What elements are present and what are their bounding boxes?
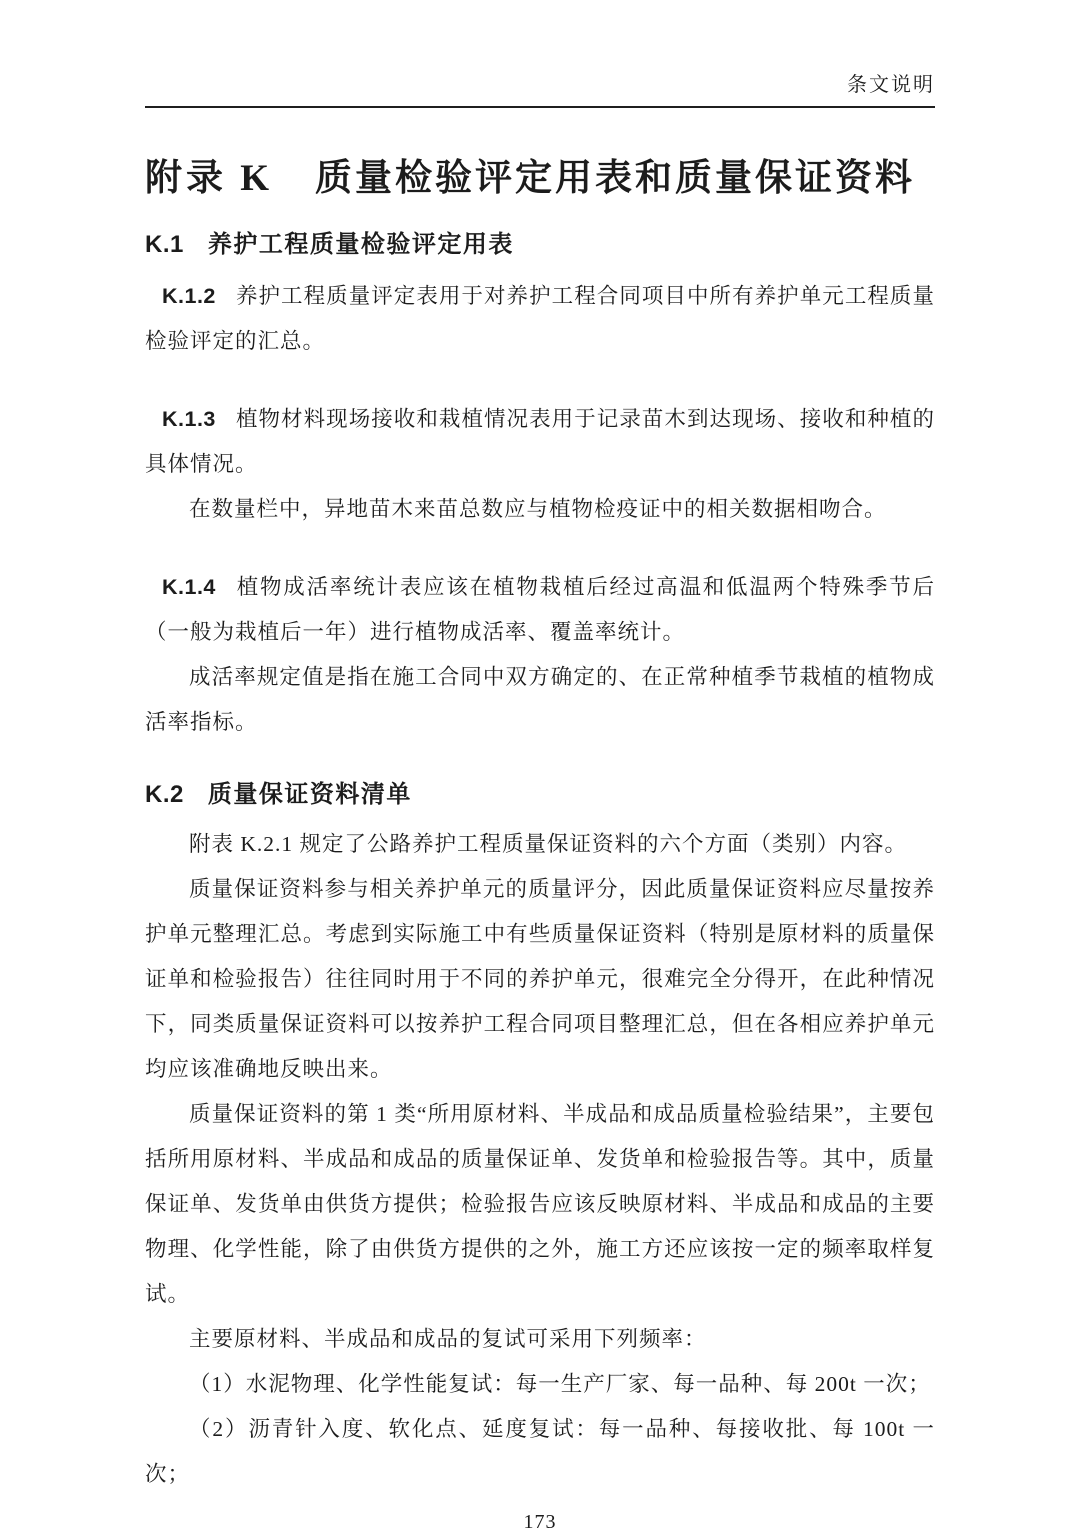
clause-number-k12: K.1.2 [162,284,216,308]
page-footer [145,1509,935,1535]
paragraph-text: 成活率规定值是指在施工合同中双方确定的、在正常种植季节栽植的植物成活率指标。 [145,665,935,734]
paragraph-text: （2）沥青针入度、软化点、延度复试：每一品种、每接收批、每 100t 一次； [145,1417,935,1486]
page-number: 173 [523,1511,557,1533]
paragraph-qa-category1 [145,1092,935,1317]
clause-number-k13: K.1.3 [162,407,216,431]
clause-number-k14: K.1.4 [162,575,216,599]
section-title-k2: 质量保证资料清单 [207,781,412,808]
paragraph-k14 [145,565,935,655]
paragraph-text: 主要原材料、半成品和成品的复试可采用下列频率： [189,1327,707,1351]
clause-text-k13: 植物材料现场接收和栽植情况表用于记录苗木到达现场、接收和种植的具体情况。 [145,407,935,476]
paragraph-text: 质量保证资料的第 1 类“所用原材料、半成品和成品质量检验结果”，主要包括所用原材料、半成品和成品的质量保证单、发货单和检验报告等。其中，质量保证单、发货单由供货方提供；检验报告应该反映原材料、半成品和成品的主要物理、化学性能，除了由供货方提供的之外，施工方还应该按一定的频率取样复试。 [145,1102,935,1306]
paragraph-text: （1）水泥物理、化学性能复试：每一生产厂家、每一品种、每 200t 一次； [189,1372,931,1396]
section-heading-k2 [145,780,935,810]
header-rule [145,106,935,108]
section-heading-k1 [145,230,935,260]
paragraph-qa-summary [145,867,935,1092]
paragraph-k12 [145,274,935,364]
paragraph-retest-intro [145,1317,935,1362]
paragraph-k21-table [145,822,935,867]
paragraph-k13-note [145,487,935,532]
paragraph-k13 [145,397,935,487]
section-title-k1: 养护工程质量检验评定用表 [207,231,514,258]
section-number-k2: K.2 [145,781,184,808]
list-item-cement [145,1362,935,1407]
appendix-title [145,158,935,200]
appendix-number: 附录 K [145,158,274,199]
section-number-k1: K.1 [145,231,184,258]
appendix-title-text: 质量检验评定用表和质量保证资料 [315,158,916,199]
paragraph-k14-note [145,655,935,745]
clause-text-k14: 植物成活率统计表应该在植物栽植后经过高温和低温两个特殊季节后（一般为栽植后一年）进行植物成活率、覆盖率统计。 [145,575,935,644]
list-item-asphalt [145,1407,935,1497]
paragraph-text: 附表 K.2.1 规定了公路养护工程质量保证资料的六个方面（类别）内容。 [189,832,908,856]
paragraph-text: 在数量栏中，异地苗木来苗总数应与植物检疫证中的相关数据相吻合。 [189,497,887,521]
clause-text-k12: 养护工程质量评定表用于对养护工程合同项目中所有养护单元工程质量检验评定的汇总。 [145,284,935,353]
page-header [145,0,935,98]
header-label: 条文说明 [847,74,935,96]
paragraph-text: 质量保证资料参与相关养护单元的质量评分，因此质量保证资料应尽量按养护单元整理汇总。考虑到实际施工中有些质量保证资料（特别是原材料的质量保证单和检验报告）往往同时用于不同的养护单元，很难完全分得开，在此种情况下，同类质量保证资料可以按养护工程合同项目整理汇总，但在各相应养护单元均应该准确地反映出来。 [145,877,935,1081]
